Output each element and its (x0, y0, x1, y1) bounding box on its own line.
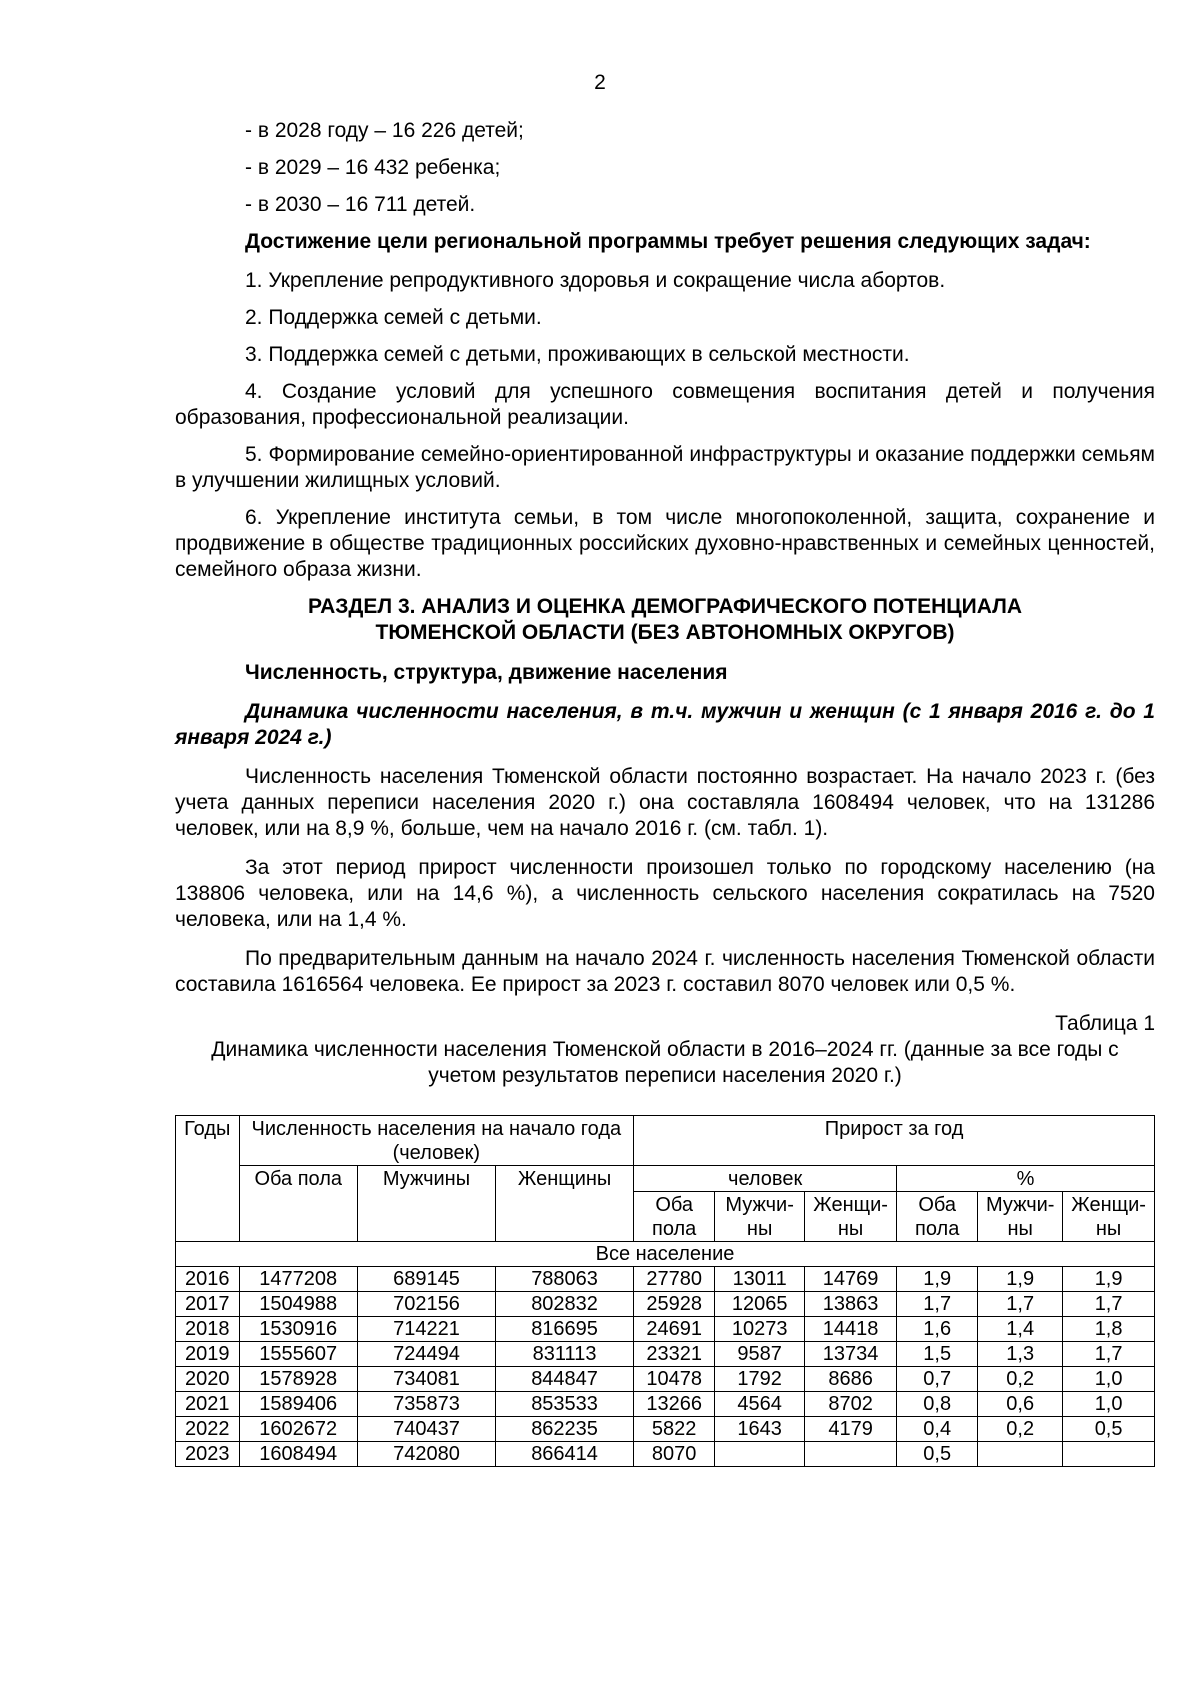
table-row (176, 1317, 1155, 1342)
table-cell: 844847 (496, 1367, 634, 1392)
table-cell: 1,7 (1063, 1292, 1155, 1317)
table-cell: 2017 (176, 1292, 240, 1317)
table-cell: 0,2 (978, 1417, 1063, 1442)
table-cell: 742080 (357, 1442, 495, 1467)
header-both: Оба пола (239, 1166, 357, 1242)
table-label: Таблица 1 (1055, 1012, 1155, 1035)
task-item: 4. Создание условий для успешного совмещения воспитания детей и получения образования, профессиональной реализации. (175, 380, 1155, 429)
table-cell: 1,7 (897, 1292, 978, 1317)
task-item: 6. Укрепление института семьи, в том числе многопоколенной, защита, сохранение и продвижение в обществе традиционных российских духовно-нравственных и семейных ценностей, семейного образа жизни. (175, 506, 1155, 581)
table-cell: 0,8 (897, 1392, 978, 1417)
table-cell: 13266 (634, 1392, 715, 1417)
list-item: - в 2028 году – 16 226 детей; (245, 119, 524, 142)
table-cell: 788063 (496, 1267, 634, 1292)
header-population: Численность населения на начало года (человек) (239, 1116, 634, 1166)
table-cell: 23321 (634, 1342, 715, 1367)
header-men: Мужчины (357, 1166, 495, 1242)
table-cell: 2018 (176, 1317, 240, 1342)
header-percent-men: Мужчи-ны (978, 1192, 1063, 1242)
table-cell: 866414 (496, 1442, 634, 1467)
table-cell: 724494 (357, 1342, 495, 1367)
table-cell: 14418 (805, 1317, 897, 1342)
table-cell: 1,8 (1063, 1317, 1155, 1342)
table-cell: 862235 (496, 1417, 634, 1442)
header-growth-both: Оба пола (634, 1192, 715, 1242)
table-cell: 689145 (357, 1267, 495, 1292)
table-cell: 1504988 (239, 1292, 357, 1317)
table-cell: 27780 (634, 1267, 715, 1292)
table-cell: 1643 (715, 1417, 805, 1442)
table-cell: 13011 (715, 1267, 805, 1292)
table-cell: 1602672 (239, 1417, 357, 1442)
table-cell: 1,6 (897, 1317, 978, 1342)
list-item: - в 2030 – 16 711 детей. (245, 193, 476, 216)
table-cell: 1,4 (978, 1317, 1063, 1342)
table-cell: 10478 (634, 1367, 715, 1392)
table-cell: 1589406 (239, 1392, 357, 1417)
table-cell: 1530916 (239, 1317, 357, 1342)
table-cell: 2019 (176, 1342, 240, 1367)
table-caption: Динамика численности населения Тюменской области в 2016–2024 гг. (данные за все годы с учетом результатов переписи населения 2020 г.) (211, 1038, 1119, 1087)
table-cell: 5822 (634, 1417, 715, 1442)
table-cell (978, 1442, 1063, 1467)
table-row (176, 1267, 1155, 1292)
table-cell: 1,3 (978, 1342, 1063, 1367)
table-cell: 0,2 (978, 1367, 1063, 1392)
table-cell: 1608494 (239, 1442, 357, 1467)
body-paragraph: За этот период прирост численности произошел только по городскому населению (на 138806 человека, или на 14,6 %), а численность сельского населения сократилась на 7520 человека, или на 1,4 %. (175, 856, 1155, 931)
table-cell: 4564 (715, 1392, 805, 1417)
tasks-intro: Достижение цели региональной программы требует решения следующих задач: (245, 230, 1091, 253)
table-cell (715, 1442, 805, 1467)
table-cell: 8070 (634, 1442, 715, 1467)
subsection-title: Численность, структура, движение населения (245, 661, 728, 684)
table-row (176, 1292, 1155, 1317)
table-cell: 702156 (357, 1292, 495, 1317)
table-cell: 0,4 (897, 1417, 978, 1442)
page-number: 2 (594, 71, 606, 94)
header-percent: % (897, 1166, 1155, 1192)
table-cell: 853533 (496, 1392, 634, 1417)
table-cell: 734081 (357, 1367, 495, 1392)
task-item: 2. Поддержка семей с детьми. (245, 306, 542, 329)
body-paragraph: По предварительным данным на начало 2024 г. численность населения Тюменской области составила 1616564 человека. Ее прирост за 2023 г. составил 8070 человек или 0,5 %. (175, 947, 1155, 996)
table-cell: 1792 (715, 1367, 805, 1392)
section-title-line-2: ТЮМЕНСКОЙ ОБЛАСТИ (БЕЗ АВТОНОМНЫХ ОКРУГОВ) (375, 621, 955, 644)
table-cell: 1477208 (239, 1267, 357, 1292)
group-row-all: Все население (176, 1242, 1155, 1267)
table-cell: 2016 (176, 1267, 240, 1292)
table-cell: 8702 (805, 1392, 897, 1417)
header-percent-both: Оба пола (897, 1192, 978, 1242)
table-cell: 1,7 (1063, 1342, 1155, 1367)
table-cell: 14769 (805, 1267, 897, 1292)
table-cell: 4179 (805, 1417, 897, 1442)
table-row (176, 1342, 1155, 1367)
table-cell: 714221 (357, 1317, 495, 1342)
table-cell: 9587 (715, 1342, 805, 1367)
table-row (176, 1442, 1155, 1467)
table-cell: 1,9 (897, 1267, 978, 1292)
table-cell: 2022 (176, 1417, 240, 1442)
table-cell: 1,5 (897, 1342, 978, 1367)
task-item: 1. Укрепление репродуктивного здоровья и сокращение числа абортов. (245, 269, 946, 292)
table-row (176, 1392, 1155, 1417)
table-row (176, 1367, 1155, 1392)
list-item: - в 2029 – 16 432 ребенка; (245, 156, 501, 179)
table-cell: 1,0 (1063, 1367, 1155, 1392)
table-cell: 13734 (805, 1342, 897, 1367)
table-cell (1063, 1442, 1155, 1467)
population-table (175, 1115, 1155, 1467)
table-cell: 1555607 (239, 1342, 357, 1367)
table-cell: 8686 (805, 1367, 897, 1392)
table-cell: 1,0 (1063, 1392, 1155, 1417)
table-cell: 2023 (176, 1442, 240, 1467)
table-cell (805, 1442, 897, 1467)
table-cell: 13863 (805, 1292, 897, 1317)
body-paragraph: Численность населения Тюменской области постоянно возрастает. На начало 2023 г. (без учета данных переписи населения 2020 г.) она составляла 1608494 человек, что на 131286 человек, или на 8,9 %, больше, чем на начало 2016 г. (см. табл. 1). (175, 765, 1155, 840)
table-cell: 735873 (357, 1392, 495, 1417)
page-content (175, 118, 1155, 1467)
table-cell: 25928 (634, 1292, 715, 1317)
table-cell: 1,9 (978, 1267, 1063, 1292)
table-cell: 0,5 (897, 1442, 978, 1467)
task-item: 5. Формирование семейно-ориентированной инфраструктуры и оказание поддержки семьям в улучшении жилищных условий. (175, 443, 1155, 492)
task-item: 3. Поддержка семей с детьми, проживающих в сельской местности. (245, 343, 910, 366)
section-title-line-1: РАЗДЕЛ 3. АНАЛИЗ И ОЦЕНКА ДЕМОГРАФИЧЕСКОГО ПОТЕНЦИАЛА (307, 595, 1023, 618)
table-cell: 1,9 (1063, 1267, 1155, 1292)
header-women: Женщины (496, 1166, 634, 1242)
table-cell: 802832 (496, 1292, 634, 1317)
table-cell: 1,7 (978, 1292, 1063, 1317)
table-cell: 0,7 (897, 1367, 978, 1392)
header-growth-women: Женщи-ны (805, 1192, 897, 1242)
table-cell: 816695 (496, 1317, 634, 1342)
table-cell: 2020 (176, 1367, 240, 1392)
table-cell: 1578928 (239, 1367, 357, 1392)
header-growth: Прирост за год (634, 1116, 1155, 1166)
table-cell: 12065 (715, 1292, 805, 1317)
header-years: Годы (176, 1116, 240, 1242)
table-cell: 10273 (715, 1317, 805, 1342)
table-cell: 0,5 (1063, 1417, 1155, 1442)
table-cell: 0,6 (978, 1392, 1063, 1417)
table-cell: 831113 (496, 1342, 634, 1367)
table-cell: 2021 (176, 1392, 240, 1417)
table-row (176, 1417, 1155, 1442)
subsubsection-title: Динамика численности населения, в т.ч. мужчин и женщин (с 1 января 2016 г. до 1 января 2024 г.) (175, 700, 1155, 749)
table-cell: 24691 (634, 1317, 715, 1342)
header-growth-men: Мужчи-ны (715, 1192, 805, 1242)
header-percent-women: Женщи-ны (1063, 1192, 1155, 1242)
header-people: человек (634, 1166, 897, 1192)
table-cell: 740437 (357, 1417, 495, 1442)
section-title (175, 594, 1155, 646)
